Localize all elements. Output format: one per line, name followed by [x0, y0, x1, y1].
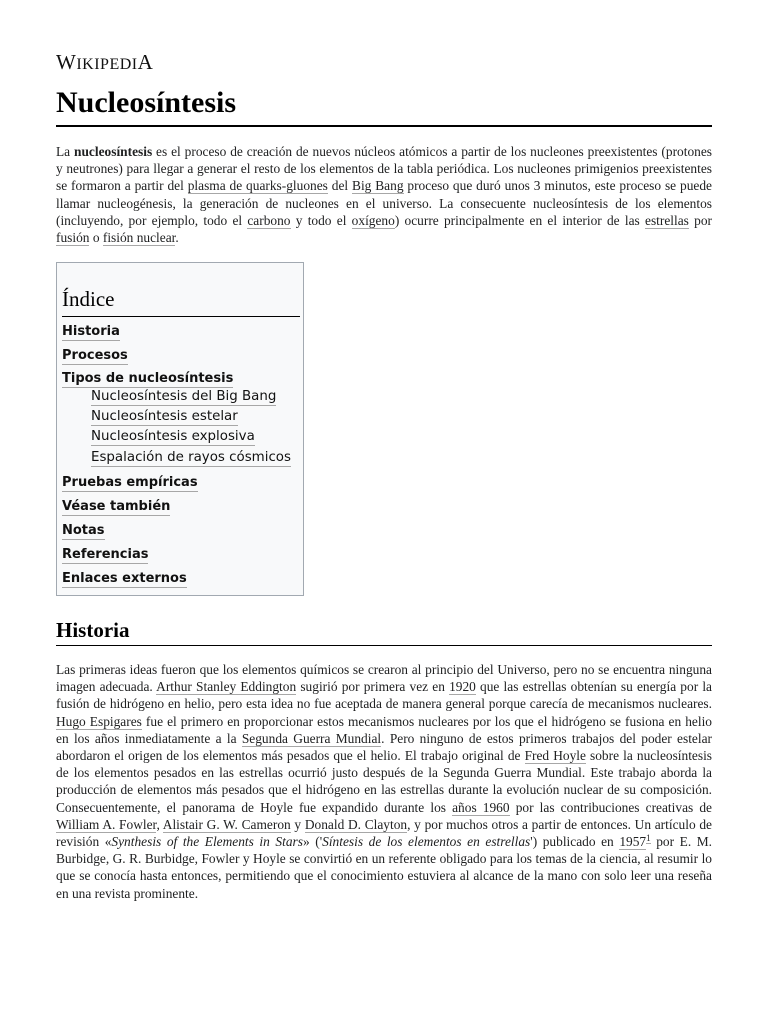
- historia-text: ,: [156, 816, 163, 832]
- toc-item-espalacion[interactable]: Espalación de rayos cósmicos: [91, 450, 291, 465]
- toc-item-estelar[interactable]: Nucleosíntesis estelar: [91, 409, 238, 424]
- link-cameron[interactable]: Alistair G. W. Cameron: [162, 816, 291, 832]
- link-hugo-espigares[interactable]: Hugo Espigares: [56, 713, 142, 729]
- link-segunda-guerra-mundial[interactable]: Segunda Guerra Mundial: [241, 730, 382, 746]
- intro-paragraph: [56, 143, 712, 246]
- footnote-ref-1[interactable]: 1: [646, 832, 651, 843]
- historia-text: que las estrellas obtenían su energía por la fusión de hidrógeno en helio, pero esta idea no fue aceptada de manera general porque carecía de mecanismos nucleares.: [56, 679, 712, 712]
- historia-text: por E. M. Burbidge, G. R. Burbidge, Fowler y Hoyle se convirtió en un referente obligado para los temas de la ciencia, al resumir lo que se conocía hasta entonces, permitiendo que el conocimiento estuviera al alcance de la mano con solo leer una reseña en una revista prominente.: [56, 834, 712, 901]
- historia-text: y: [290, 816, 305, 832]
- intro-text: ) ocurre principalmente en el interior de las: [394, 212, 646, 228]
- historia-text: . Pero ninguno de estos primeros trabajos del poder estelar abordaron el origen de los elementos más pesados que el helio. El trabajo original de: [56, 730, 712, 764]
- link-oxigeno[interactable]: oxígeno: [351, 212, 395, 228]
- link-anos-1960[interactable]: años 1960: [452, 799, 510, 815]
- historia-text: » (': [302, 834, 323, 850]
- toc-title: Índice: [62, 287, 115, 311]
- toc-title-underline: [62, 316, 300, 317]
- intro-bold-term: nucleosíntesis: [74, 144, 153, 159]
- historia-text: por las contribuciones creativas de: [509, 799, 712, 815]
- link-big-bang[interactable]: Big Bang: [352, 178, 404, 194]
- intro-text: proceso que duró unos 3 minutos, este proceso se puede llamar nucleogénesis, la generación de nucleones en el universo. La consecuente nucleosíntesis de los elementos (incluyendo, por ejemplo, todo el: [56, 178, 712, 228]
- toc-item-enlaces[interactable]: Enlaces externos: [62, 571, 187, 586]
- toc-item-procesos[interactable]: Procesos: [62, 348, 128, 363]
- toc-item-referencias[interactable]: Referencias: [62, 547, 149, 562]
- link-estrellas[interactable]: estrellas: [645, 212, 689, 228]
- historia-text: sobre la nucleosíntesis de los elementos pesados en las estrellas ocurrió justo después de la Segunda Guerra Mundial. Este trabajo aborda la producción de elementos más pesados que el hidrógeno en las estrellas durante la evolución nuclear de su composición. Consecuentemente, el panorama de Hoyle fue expandido durante los: [56, 748, 713, 815]
- historia-text: , y por muchos otros a partir de entonces. Un artículo de revisión «: [56, 816, 712, 850]
- toc-item-historia[interactable]: Historia: [62, 324, 120, 339]
- historia-text: fue el primero en proporcionar estos mecanismos nucleares por los que el hidrógeno se fusiona en helio en los años inmediatamente a la: [56, 713, 712, 746]
- link-fision-nuclear[interactable]: fisión nuclear: [102, 230, 176, 246]
- link-fusion[interactable]: fusión: [56, 230, 90, 246]
- section-underline: [56, 645, 712, 646]
- link-plasma-quarks-gluones[interactable]: plasma de quarks-gluones: [187, 178, 328, 194]
- intro-text: La: [56, 144, 75, 159]
- link-1957[interactable]: 1957: [619, 834, 647, 850]
- intro-text: del: [327, 178, 353, 194]
- toc-item-notas[interactable]: Notas: [62, 523, 105, 538]
- toc-item-vease[interactable]: Véase también: [62, 499, 171, 514]
- intro-text: por: [688, 212, 712, 228]
- toc-item-explosiva[interactable]: Nucleosíntesis explosiva: [91, 429, 255, 444]
- historia-text: ') publicado en: [530, 834, 620, 850]
- intro-text: o: [89, 230, 103, 246]
- article-title-es: Síntesis de los elementos en estrellas: [322, 834, 531, 850]
- intro-text: y todo el: [290, 212, 352, 228]
- link-eddington[interactable]: Arthur Stanley Eddington: [156, 679, 297, 695]
- intro-text: .: [175, 230, 179, 246]
- historia-paragraph: [56, 661, 712, 902]
- table-of-contents: [56, 262, 304, 596]
- toc-item-big-bang[interactable]: Nucleosíntesis del Big Bang: [91, 389, 277, 404]
- logo-middle: IKIPEDI: [76, 56, 138, 73]
- page-title: Nucleosíntesis: [56, 86, 236, 119]
- intro-text: es el proceso de creación de nuevos núcleos atómicos a partir de los nucleones preexistentes (protones y neutrones) para llegar a generar el resto de los elementos de la tabla periódica. Los nucleones primigenios preexistentes se formaron a partir del: [56, 144, 712, 194]
- historia-text: Las primeras ideas fueron que los elementos químicos se crearon al principio del Universo, pero no se encuentra ninguna imagen adecuada.: [56, 662, 712, 695]
- link-fred-hoyle[interactable]: Fred Hoyle: [524, 748, 586, 764]
- link-fowler[interactable]: William A. Fowler: [56, 816, 157, 832]
- historia-text: sugirió por primera vez en: [296, 679, 450, 695]
- link-carbono[interactable]: carbono: [247, 212, 291, 228]
- section-heading-historia: Historia: [56, 618, 130, 642]
- logo-final: A: [137, 50, 154, 74]
- toc-item-tipos[interactable]: Tipos de nucleosíntesis: [62, 371, 234, 386]
- article-title-en: Synthesis of the Elements in Stars: [111, 834, 303, 850]
- toc-item-pruebas[interactable]: Pruebas empíricas: [62, 475, 198, 490]
- wikipedia-logo[interactable]: [56, 50, 153, 75]
- link-1920[interactable]: 1920: [449, 679, 476, 695]
- title-underline: [56, 125, 712, 127]
- link-clayton[interactable]: Donald D. Clayton: [304, 816, 408, 832]
- logo-initial: W: [56, 50, 77, 74]
